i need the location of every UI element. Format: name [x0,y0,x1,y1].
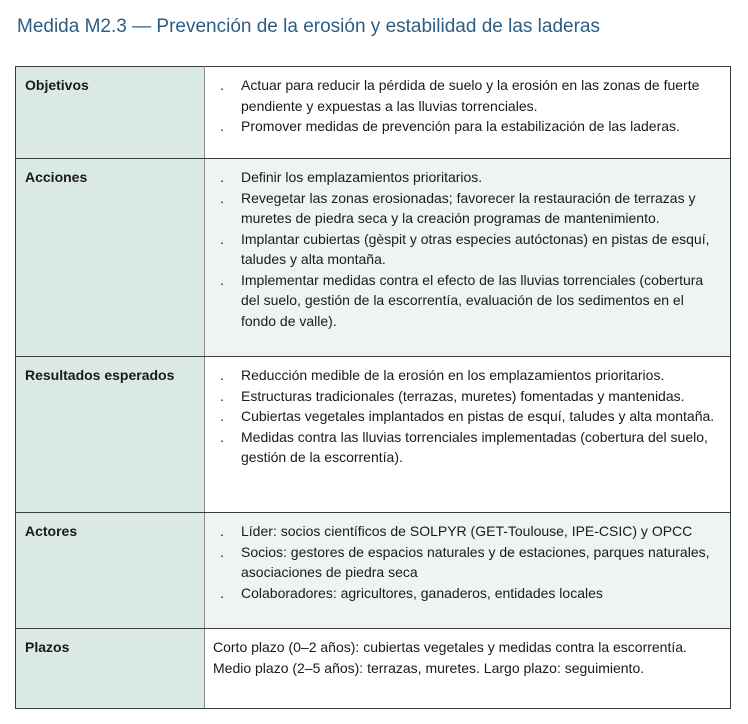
list-item [220,270,720,332]
row-actores [16,513,731,629]
bullet-dot: . [220,428,224,445]
item-text: Colaboradores: agricultores, ganaderos, entidades locales [241,584,603,601]
list-item [220,583,720,604]
list-item [220,542,720,583]
row-label: Acciones [16,159,205,357]
item-text: Actuar para reducir la pérdida de suelo y la erosión en las zonas de fuerte pendiente y expuestas a las lluvias torrenciales. [241,77,700,114]
list-item [220,229,720,270]
row-content [205,629,731,709]
item-text: Implementar medidas contra el efecto de las lluvias torrenciales (cobertura del suelo, gestión de la escorrentía, evaluación de los sedimentos en el fondo de valle). [241,271,704,329]
bullet-dot: . [220,189,224,206]
bullet-dot: . [220,367,224,383]
list-item [220,521,720,542]
bullet-dot: . [220,169,224,185]
row-label: Resultados esperados [16,357,205,513]
list-item [220,167,720,188]
bullet-dot: . [220,523,224,539]
list-item [220,386,720,407]
measure-table [15,66,731,709]
item-text: Implantar cubiertas (gèspit y otras especies autóctonas) en pistas de esquí, taludes y alta montaña. [241,230,710,267]
bullet-dot: . [220,584,224,601]
page-title: Medida M2.3 — Prevención de la erosión y estabilidad de las laderas [17,16,600,37]
row-acciones [16,159,731,357]
row-resultados [16,357,731,513]
item-text: Reducción medible de la erosión en los emplazamientos prioritarios. [241,367,665,383]
item-text: Socios: gestores de espacios naturales y de estaciones, parques naturales, asociaciones de piedra seca [241,543,710,580]
item-text: Promover medidas de prevención para la estabilización de las laderas. [241,118,680,134]
list-item [220,406,720,427]
list-item [220,116,720,137]
item-text: Cubiertas vegetales implantados en pistas de esquí, taludes y alta montaña. [241,408,715,424]
item-text: Definir los emplazamientos prioritarios. [241,169,483,185]
list-item [220,75,720,116]
item-text: Estructuras tradicionales (terrazas, muretes) fomentadas y mantenidas. [241,387,685,404]
bullet-dot: . [220,387,224,404]
plazos-text: Corto plazo (0–2 años): cubiertas vegetales y medidas contra la escorrentía. Medio plazo (2–5 años): terrazas, muretes. Largo plazo: seguimiento. [213,639,687,676]
bullet-dot: . [220,543,224,560]
item-text: Líder: socios científicos de SOLPYR (GET-Toulouse, IPE-CSIC) y OPCC [241,523,693,539]
bullet-dot: . [220,408,224,424]
bullet-dot: . [220,230,224,247]
row-label: Actores [16,513,205,629]
row-content [205,159,731,357]
row-content [205,513,731,629]
row-objetivos [16,67,731,159]
item-text: Medidas contra las lluvias torrenciales implementadas (cobertura del suelo, gestión de la escorrentía). [241,428,708,465]
list-item [220,365,720,386]
row-plazos [16,629,731,709]
bullet-dot: . [220,271,224,288]
list-item [220,427,720,468]
row-content [205,67,731,159]
bullet-dot: . [220,77,224,93]
bullet-dot: . [220,118,224,134]
row-label: Objetivos [16,67,205,159]
row-label: Plazos [16,629,205,709]
row-content [205,357,731,513]
item-text: Revegetar las zonas erosionadas; favorecer la restauración de terrazas y muretes de piedra seca y la creación programas de mantenimiento. [241,189,696,226]
list-item [220,188,720,229]
